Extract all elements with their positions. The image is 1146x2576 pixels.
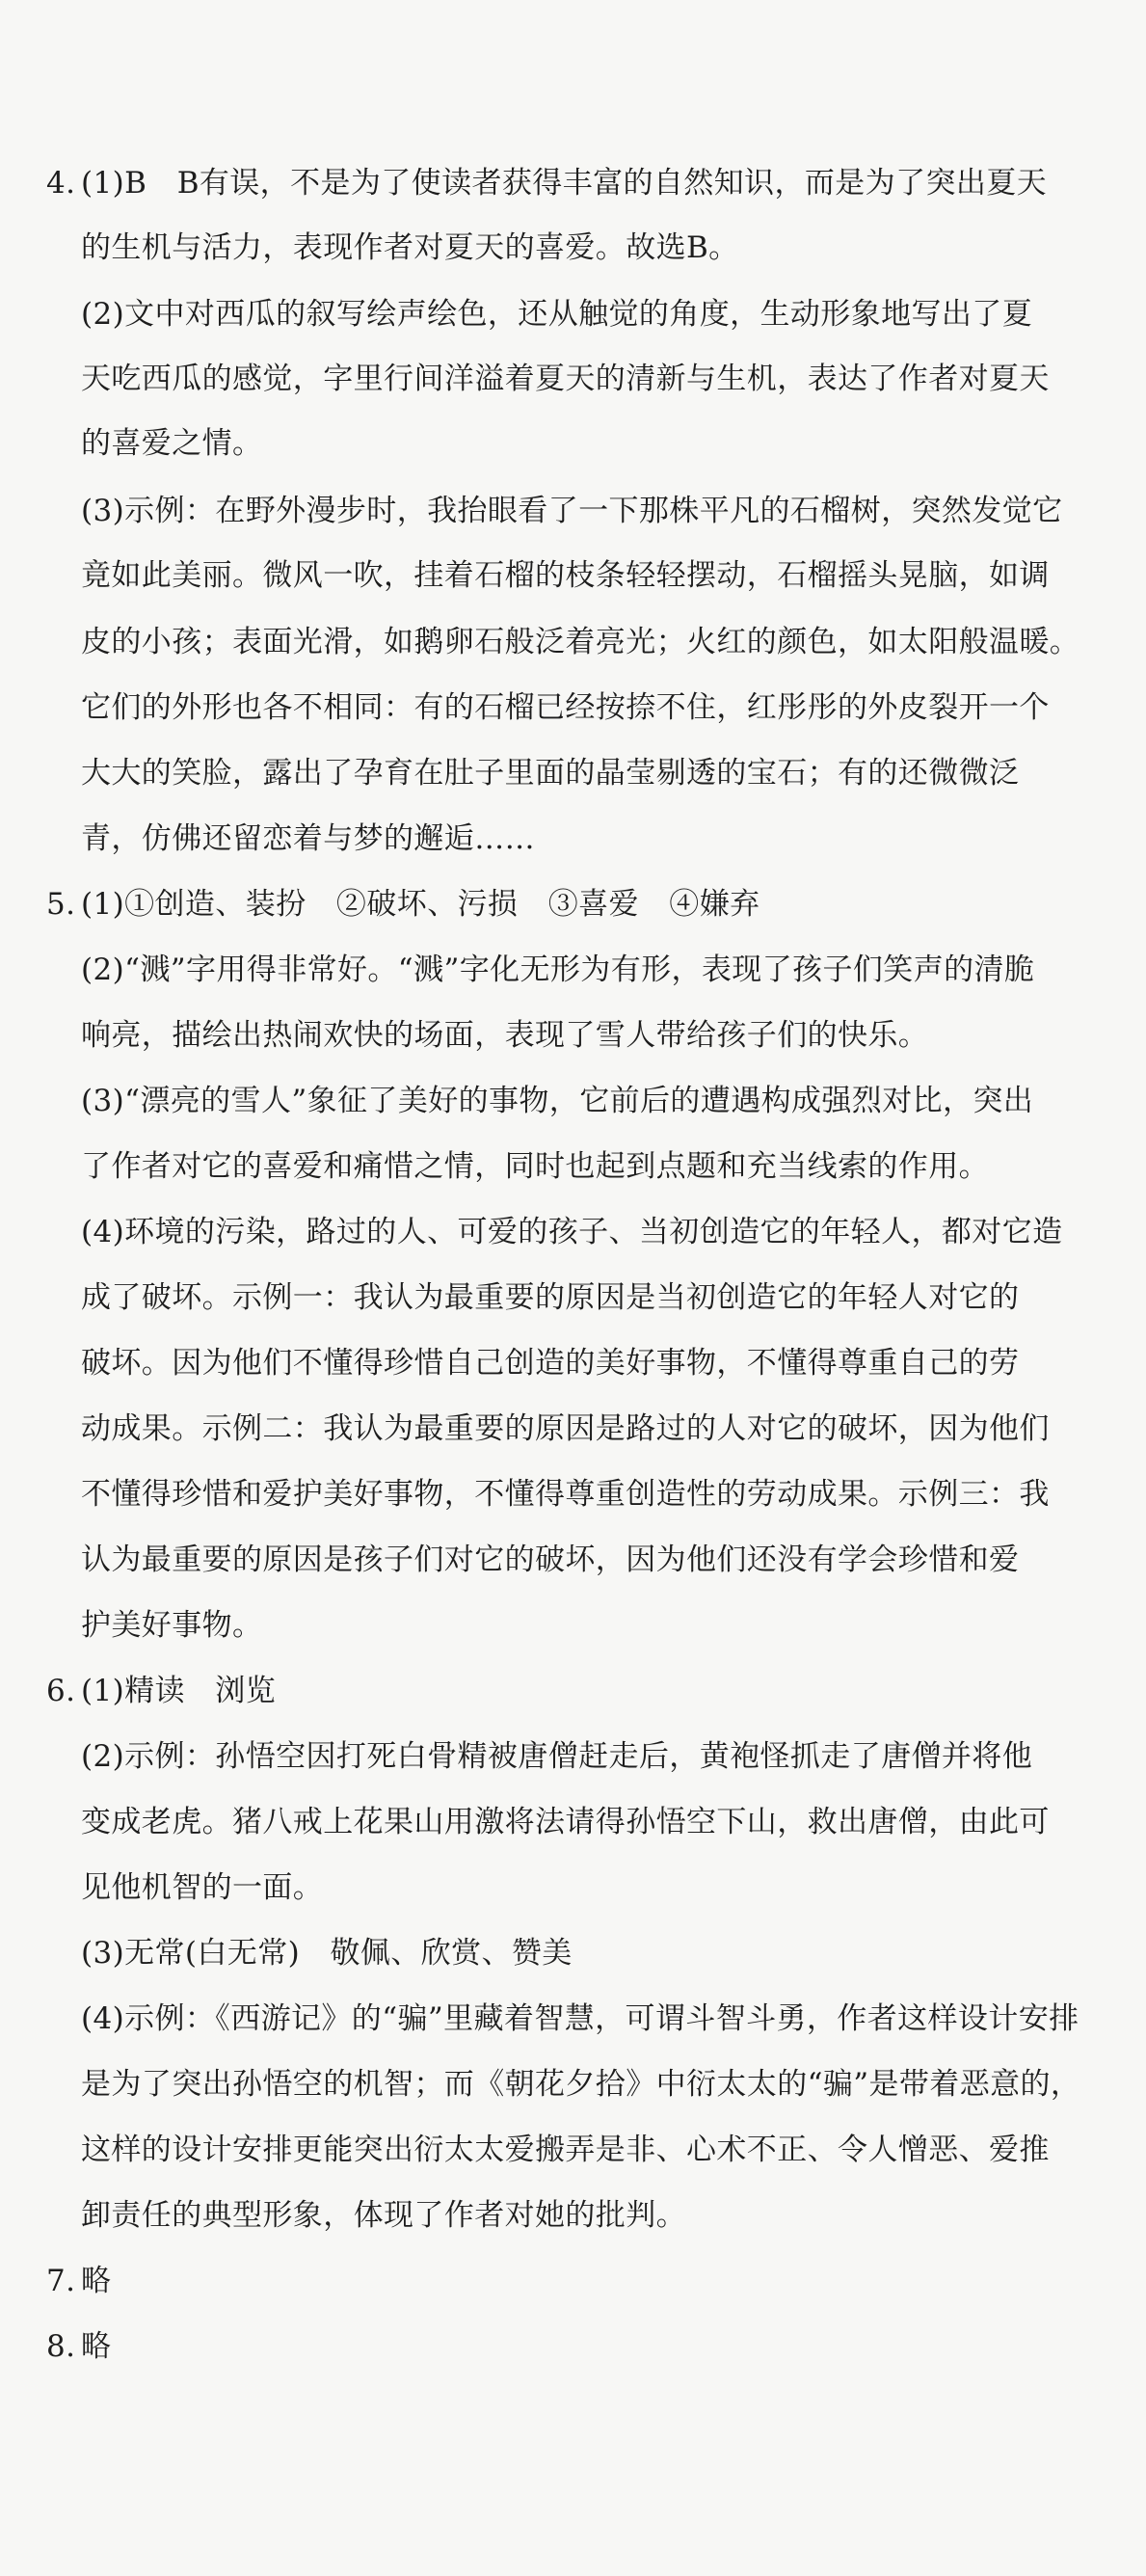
q6-p2-line-1: (2)示例：孙悟空因打死白骨精被唐僧赶走后，黄袍怪抓走了唐僧并将他: [81, 1739, 1033, 1774]
q4-p2-line-3: 的喜爱之情。: [81, 426, 263, 461]
q5-p4-line-5: 不懂得珍惜和爱护美好事物，不懂得尊重创造性的劳动成果。示例三：我: [81, 1477, 1050, 1512]
q6-p2-line-3: 见他机智的一面。: [81, 1870, 324, 1905]
q4-p2-line-2: 天吃西瓜的感觉，字里行间洋溢着夏天的清新与生机，表达了作者对夏天: [81, 362, 1050, 396]
question-8-line: [46, 2327, 111, 2366]
question-7-answer: 略: [81, 2264, 112, 2298]
q5-p2-line-2: 响亮，描绘出热闹欢快的场面，表现了雪人带给孩子们的快乐。: [81, 1018, 929, 1053]
q4-p1-line-1: (1)B B有误，不是为了使读者获得丰富的自然知识，而是为了突出夏天: [81, 166, 1048, 201]
q4-p3-line-2: 竟如此美丽。微风一吹，挂着石榴的枝条轻轻摆动，石榴摇头晃脑，如调: [81, 558, 1050, 593]
question-8-answer: 略: [81, 2329, 112, 2364]
q6-p4-line-3: 这样的设计安排更能突出衍太太爱搬弄是非、心术不正、令人憎恶、爱推: [81, 2133, 1050, 2167]
q5-p4-line-2: 成了破坏。示例一：我认为最重要的原因是当初创造它的年轻人对它的: [81, 1280, 1020, 1315]
q5-p1-line-1: (1)①创造、装扮 ②破坏、污损 ③喜爱 ④嫌弃: [81, 887, 760, 922]
question-7-line: [46, 2262, 111, 2300]
q4-p3-line-6: 青，仿佛还留恋着与梦的邂逅……: [81, 821, 535, 856]
q4-p3-line-1: (3)示例：在野外漫步时，我抬眼看了一下那株平凡的石榴树，突然发觉它: [81, 494, 1063, 528]
q5-p4-line-1: (4)环境的污染，路过的人、可爱的孩子、当初创造它的年轻人，都对它造: [81, 1215, 1063, 1249]
q5-p3-line-1: (3)“漂亮的雪人”象征了美好的事物，它前后的遭遇构成强烈对比，突出: [81, 1084, 1034, 1118]
question-6-line-1: [46, 1672, 276, 1710]
q4-p3-line-4: 它们的外形也各不相同：有的石榴已经按捺不住，红彤彤的外皮裂开一个: [81, 690, 1050, 725]
question-8-number: 8.: [46, 2329, 76, 2364]
q4-p1-line-2: 的生机与活力，表现作者对夏天的喜爱。故选B。: [81, 230, 739, 265]
q6-p4-line-4: 卸责任的典型形象，体现了作者对她的批判。: [81, 2198, 686, 2233]
q5-p4-line-4: 动成果。示例二：我认为最重要的原因是路过的人对它的破坏，因为他们: [81, 1411, 1050, 1446]
q5-p4-line-7: 护美好事物。: [81, 1608, 263, 1643]
q4-p3-line-5: 大大的笑脸，露出了孕育在肚子里面的晶莹剔透的宝石；有的还微微泛: [81, 756, 1020, 791]
question-4-line-1: [46, 164, 1047, 202]
q5-p4-line-6: 认为最重要的原因是孩子们对它的破坏，因为他们还没有学会珍惜和爱: [81, 1543, 1020, 1577]
q6-p3-line-1: (3)无常(白无常) 敬佩、欣赏、赞美: [81, 1936, 573, 1971]
q5-p4-line-3: 破坏。因为他们不懂得珍惜自己创造的美好事物，不懂得尊重自己的劳: [81, 1346, 1020, 1381]
question-7-number: 7.: [46, 2264, 76, 2298]
q6-p4-line-1: (4)示例：《西游记》的“骗”里藏着智慧，可谓斗智斗勇，作者这样设计安排: [81, 2001, 1079, 2036]
q4-p3-line-3: 皮的小孩；表面光滑，如鹅卵石般泛着亮光；火红的颜色，如太阳般温暖。: [81, 625, 1080, 659]
question-4-number: 4.: [46, 166, 76, 201]
q6-p2-line-2: 变成老虎。猪八戒上花果山用激将法请得孙悟空下山，救出唐僧，由此可: [81, 1805, 1050, 1839]
q4-p2-line-1: (2)文中对西瓜的叙写绘声绘色，还从触觉的角度，生动形象地写出了夏: [81, 297, 1033, 332]
q6-p4-line-2: 是为了突出孙悟空的机智；而《朝花夕拾》中衍太太的“骗”是带着恶意的，: [81, 2067, 1081, 2102]
q5-p3-line-2: 了作者对它的喜爱和痛惜之情，同时也起到点题和充当线索的作用。: [81, 1149, 989, 1184]
question-5-number: 5.: [46, 887, 76, 922]
q6-p1-line-1: (1)精读 浏览: [81, 1674, 277, 1708]
question-5-line-1: [46, 885, 760, 924]
question-6-number: 6.: [46, 1674, 76, 1708]
q5-p2-line-1: (2)“溅”字用得非常好。“溅”字化无形为有形，表现了孩子们笑声的清脆: [81, 953, 1035, 987]
